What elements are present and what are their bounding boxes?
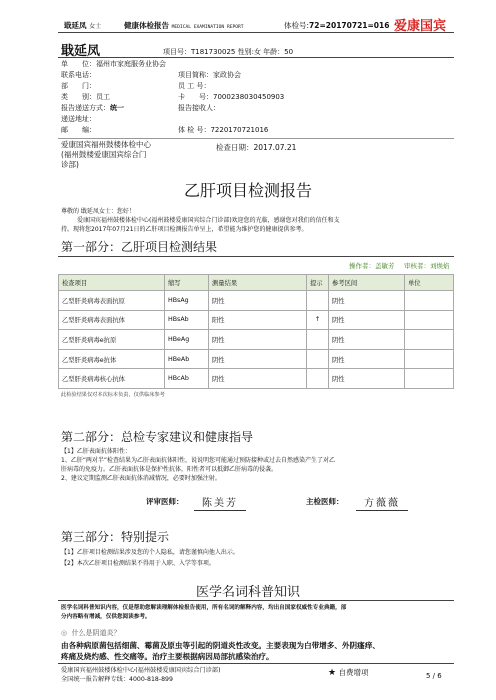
part2-title: 第二部分：总检专家建议和健康指导	[61, 430, 254, 444]
header-divider	[58, 32, 454, 33]
col-hint: 提示	[307, 275, 329, 291]
glossary-answer-1: 由各种病原菌包括细菌、霉菌及原虫等引起的阴道炎性改变。主要表现为白带增多、外阴瘙痒、	[61, 641, 380, 650]
cell-unit	[405, 349, 454, 369]
cell-result: 阴性	[209, 369, 307, 389]
cell-hint	[307, 349, 329, 369]
reviewer-label: 评审医师：	[146, 497, 184, 506]
footer-center: 爱康国宾福州鼓楼体检中心(福州鼓楼爱康国宾综合门诊部)	[61, 667, 221, 674]
cell-result: 阴性	[209, 291, 307, 311]
table-row	[59, 369, 454, 389]
cell-unit	[405, 330, 454, 350]
part1-title: 第一部分：乙肝项目检测结果	[61, 240, 218, 254]
zip-label: 邮 编：	[61, 126, 96, 134]
glossary-intro-1: 医学名词科普知识内容，仅是帮助您解读理解体检报告使用，所有名词的解释内容，均出自国家权威性专业典籍，部	[61, 605, 347, 611]
chief-signature: 方薇薇	[356, 494, 408, 511]
advice-line-1: 【1】乙肝表面抗体阳性：	[61, 448, 131, 455]
exam-no-row: 体 检 号：7220170721016	[178, 126, 269, 134]
greeting-salutation: 尊敬的 戢延凤女士：您好！	[61, 208, 135, 215]
cell-hint	[307, 369, 329, 389]
table-row	[59, 330, 454, 350]
patient-divider	[58, 57, 454, 58]
table-row	[59, 291, 454, 311]
cell-ref: 阴性	[329, 310, 405, 330]
glossary-question: ◎ 什么是阴道炎？	[61, 629, 121, 637]
part3-title: 第三部分：特别提示	[61, 530, 170, 544]
footer-hotline: 全国统一报告解释专线：4000-818-899	[61, 676, 173, 683]
col-abbr: 缩写	[165, 275, 209, 291]
cell-result: 阴性	[209, 349, 307, 369]
category-row: 类 别：员工	[61, 93, 110, 101]
patient-name: 戢延凤	[61, 44, 101, 59]
self-pay-label: ★ 自费增项	[328, 668, 369, 678]
employee-no-label: 员 工 号：	[178, 82, 211, 90]
glossary-answer-2: 疼痛及烧灼感、性交痛等。治疗主要根据病因局部抗感染治疗。	[61, 652, 274, 661]
auditor: 审核者：刘焕焰	[404, 262, 450, 270]
cell-unit	[405, 369, 454, 389]
col-ref: 参考区间	[329, 275, 405, 291]
footer-divider	[58, 663, 454, 664]
greeting-line-1: 爱康国宾福州鼓楼体检中心(福州鼓楼爱康国宾综合门诊部)欢迎您的光临，感谢您对我们的信任和支	[77, 217, 340, 224]
cell-item: 乙型肝炎病毒e抗原	[59, 330, 165, 350]
report-title: 乙肝项目检测报告	[183, 181, 312, 200]
bullet-icon: ◎	[61, 629, 68, 637]
cell-item: 乙型肝炎病毒表面抗体	[59, 310, 165, 330]
cell-item: 乙型肝炎病毒e抗体	[59, 349, 165, 369]
results-table	[58, 274, 454, 389]
advice-line-4: 2、建议定期监测乙肝表面抗体消减情况，必要时加强注射。	[61, 475, 221, 482]
advice-line-3: 肝病毒的免疫力。乙肝表面抗体是保护性抗体，阳性者可以抵御乙肝病毒的侵袭。	[61, 466, 278, 473]
cell-ref: 阴性	[329, 369, 405, 389]
operator: 操作者：盖敏芳	[349, 262, 395, 270]
header-name: 戢延凤 女士	[64, 21, 102, 30]
cell-item: 乙型肝炎病毒表面抗原	[59, 291, 165, 311]
cell-unit	[405, 291, 454, 311]
table-row	[59, 310, 454, 330]
notice-line-1: 【1】乙肝项目检测结果涉及您的个人隐私，请您谨慎向他人出示。	[61, 549, 239, 556]
star-icon: ★	[328, 668, 337, 678]
unit-row: 单 位：福州市家庭服务业协会	[61, 60, 166, 68]
receiver-label: 报告接收人：	[178, 104, 220, 112]
col-item: 检查项目	[59, 275, 165, 291]
patient-summary: 项目号：T181730025 性别:女 年龄：50	[163, 48, 294, 56]
exam-date: 检查日期：2017.07.21	[216, 143, 297, 152]
header-report-title: 健康体检报告 MEDICAL EXAMINATION REPORT	[124, 21, 244, 30]
advice-line-2: 1、乙肝“两对半”检查结果为乙肝表面抗体阳性，说说明您可能通过预防接种或过去自然感染产生了对乙	[61, 457, 336, 464]
project-row: 项目简称：家政协会	[178, 71, 241, 79]
cell-abbr: HBeAg	[165, 330, 209, 350]
cell-abbr: HBsAg	[165, 291, 209, 311]
notice-line-2: 【2】本次乙肝项目检测结果不得用于入职、入学等事项。	[61, 560, 215, 567]
cell-abbr: HBeAb	[165, 349, 209, 369]
cell-abbr: HBsAb	[165, 310, 209, 330]
glossary-divider	[58, 600, 454, 601]
cell-unit	[405, 310, 454, 330]
cell-result: 阴性	[209, 330, 307, 350]
col-result: 测量结果	[209, 275, 307, 291]
dept-label: 部 门：	[61, 82, 96, 90]
cell-hint	[307, 291, 329, 311]
center-name: 爱康国宾福州鼓楼体检中心 (福州鼓楼爱康国宾综合门 诊部)	[61, 140, 151, 169]
info-divider	[58, 138, 454, 139]
cell-ref: 阴性	[329, 330, 405, 350]
greeting-line-2: 持。现将您2017年07月21日的乙肝项目检测报告单呈上，希望能为维护您的健康提供参考。	[61, 226, 308, 233]
phone-label: 联系电话：	[61, 71, 96, 79]
reviewer-signature: 陈美芳	[194, 494, 246, 511]
cell-ref: 阴性	[329, 349, 405, 369]
card-row: 卡 号：7000238030450903	[178, 93, 285, 101]
cell-ref: 阴性	[329, 291, 405, 311]
col-unit: 单位	[405, 275, 454, 291]
address-label: 递送地址：	[61, 115, 96, 123]
page-number: 5 / 6	[426, 672, 442, 680]
cell-result: 阳性	[209, 310, 307, 330]
table-row	[59, 349, 454, 369]
glossary-title: 医学名词科普知识	[195, 585, 300, 600]
cell-hint: ↑	[307, 310, 329, 330]
results-header-row	[59, 275, 454, 291]
results-footnote: 此检验结果仅对本次标本负责，仅供临床参考	[61, 392, 165, 398]
brand-logo: 爱康国宾	[394, 19, 447, 34]
cell-item: 乙型肝炎病毒核心抗体	[59, 369, 165, 389]
cell-abbr: HBcAb	[165, 369, 209, 389]
cell-hint	[307, 330, 329, 350]
glossary-intro-2: 分内容略有增减，仅供您阅读参考。	[61, 614, 151, 620]
chief-label: 主检医师：	[306, 497, 344, 506]
part1-divider	[58, 256, 454, 257]
header-exam-no: 体检号:72=20170721=016	[284, 21, 390, 30]
delivery-row: 报告递送方式：统一	[61, 104, 124, 112]
